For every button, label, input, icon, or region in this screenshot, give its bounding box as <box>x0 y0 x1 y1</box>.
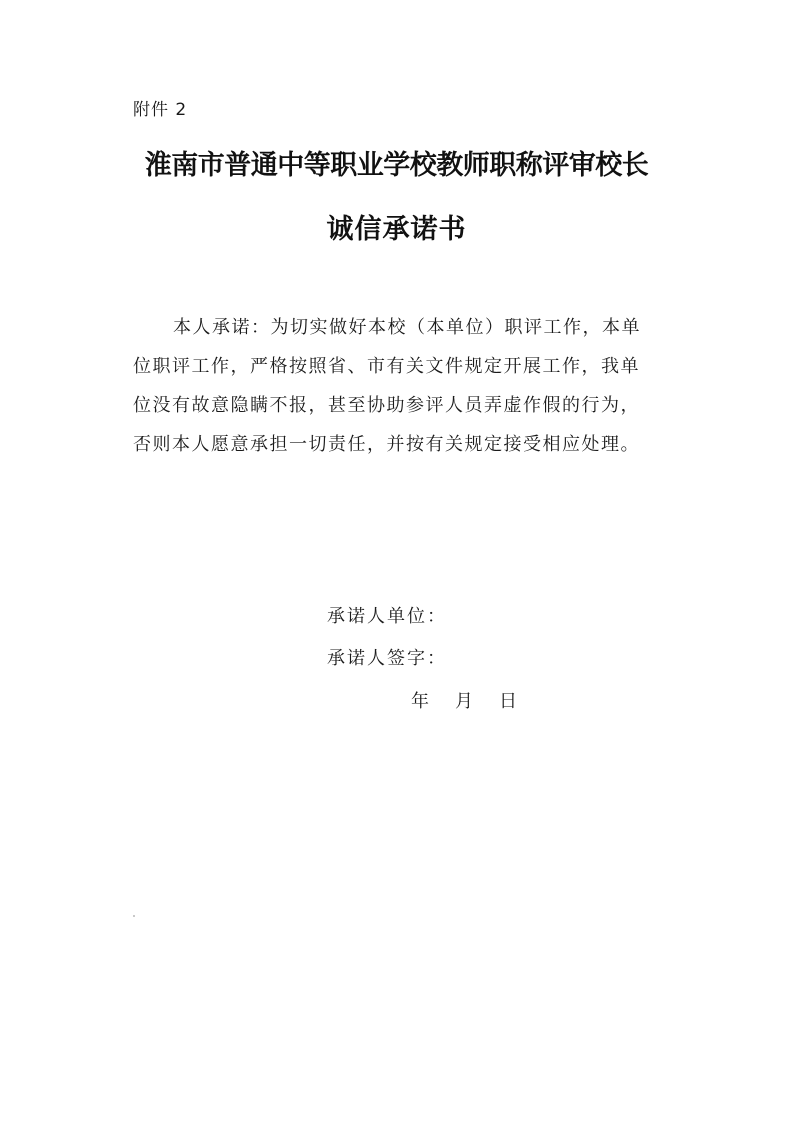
signer-signature-label: 承诺人签字： <box>327 648 447 669</box>
date-month-label: 月 <box>455 691 473 712</box>
body-paragraph-line-3: 位没有故意隐瞒不报，甚至协助参评人员弄虚作假的行为， <box>133 395 640 416</box>
document-title-line-1: 淮南市普通中等职业学校教师职称评审校长 <box>144 150 649 181</box>
attachment-label: 附件 2 <box>133 100 188 120</box>
signer-unit-label: 承诺人单位： <box>327 606 447 627</box>
scan-speck <box>133 915 135 917</box>
date-day-label: 日 <box>499 691 517 712</box>
body-paragraph-line-2: 位职评工作，严格按照省、市有关文件规定开展工作，我单 <box>133 356 640 377</box>
body-paragraph-line-4: 否则本人愿意承担一切责任，并按有关规定接受相应处理。 <box>133 434 640 455</box>
date-year-label: 年 <box>411 691 429 712</box>
document-title-line-2: 诚信承诺书 <box>326 214 467 245</box>
body-paragraph-line-1: 本人承诺：为切实做好本校（本单位）职评工作，本单 <box>173 317 641 338</box>
